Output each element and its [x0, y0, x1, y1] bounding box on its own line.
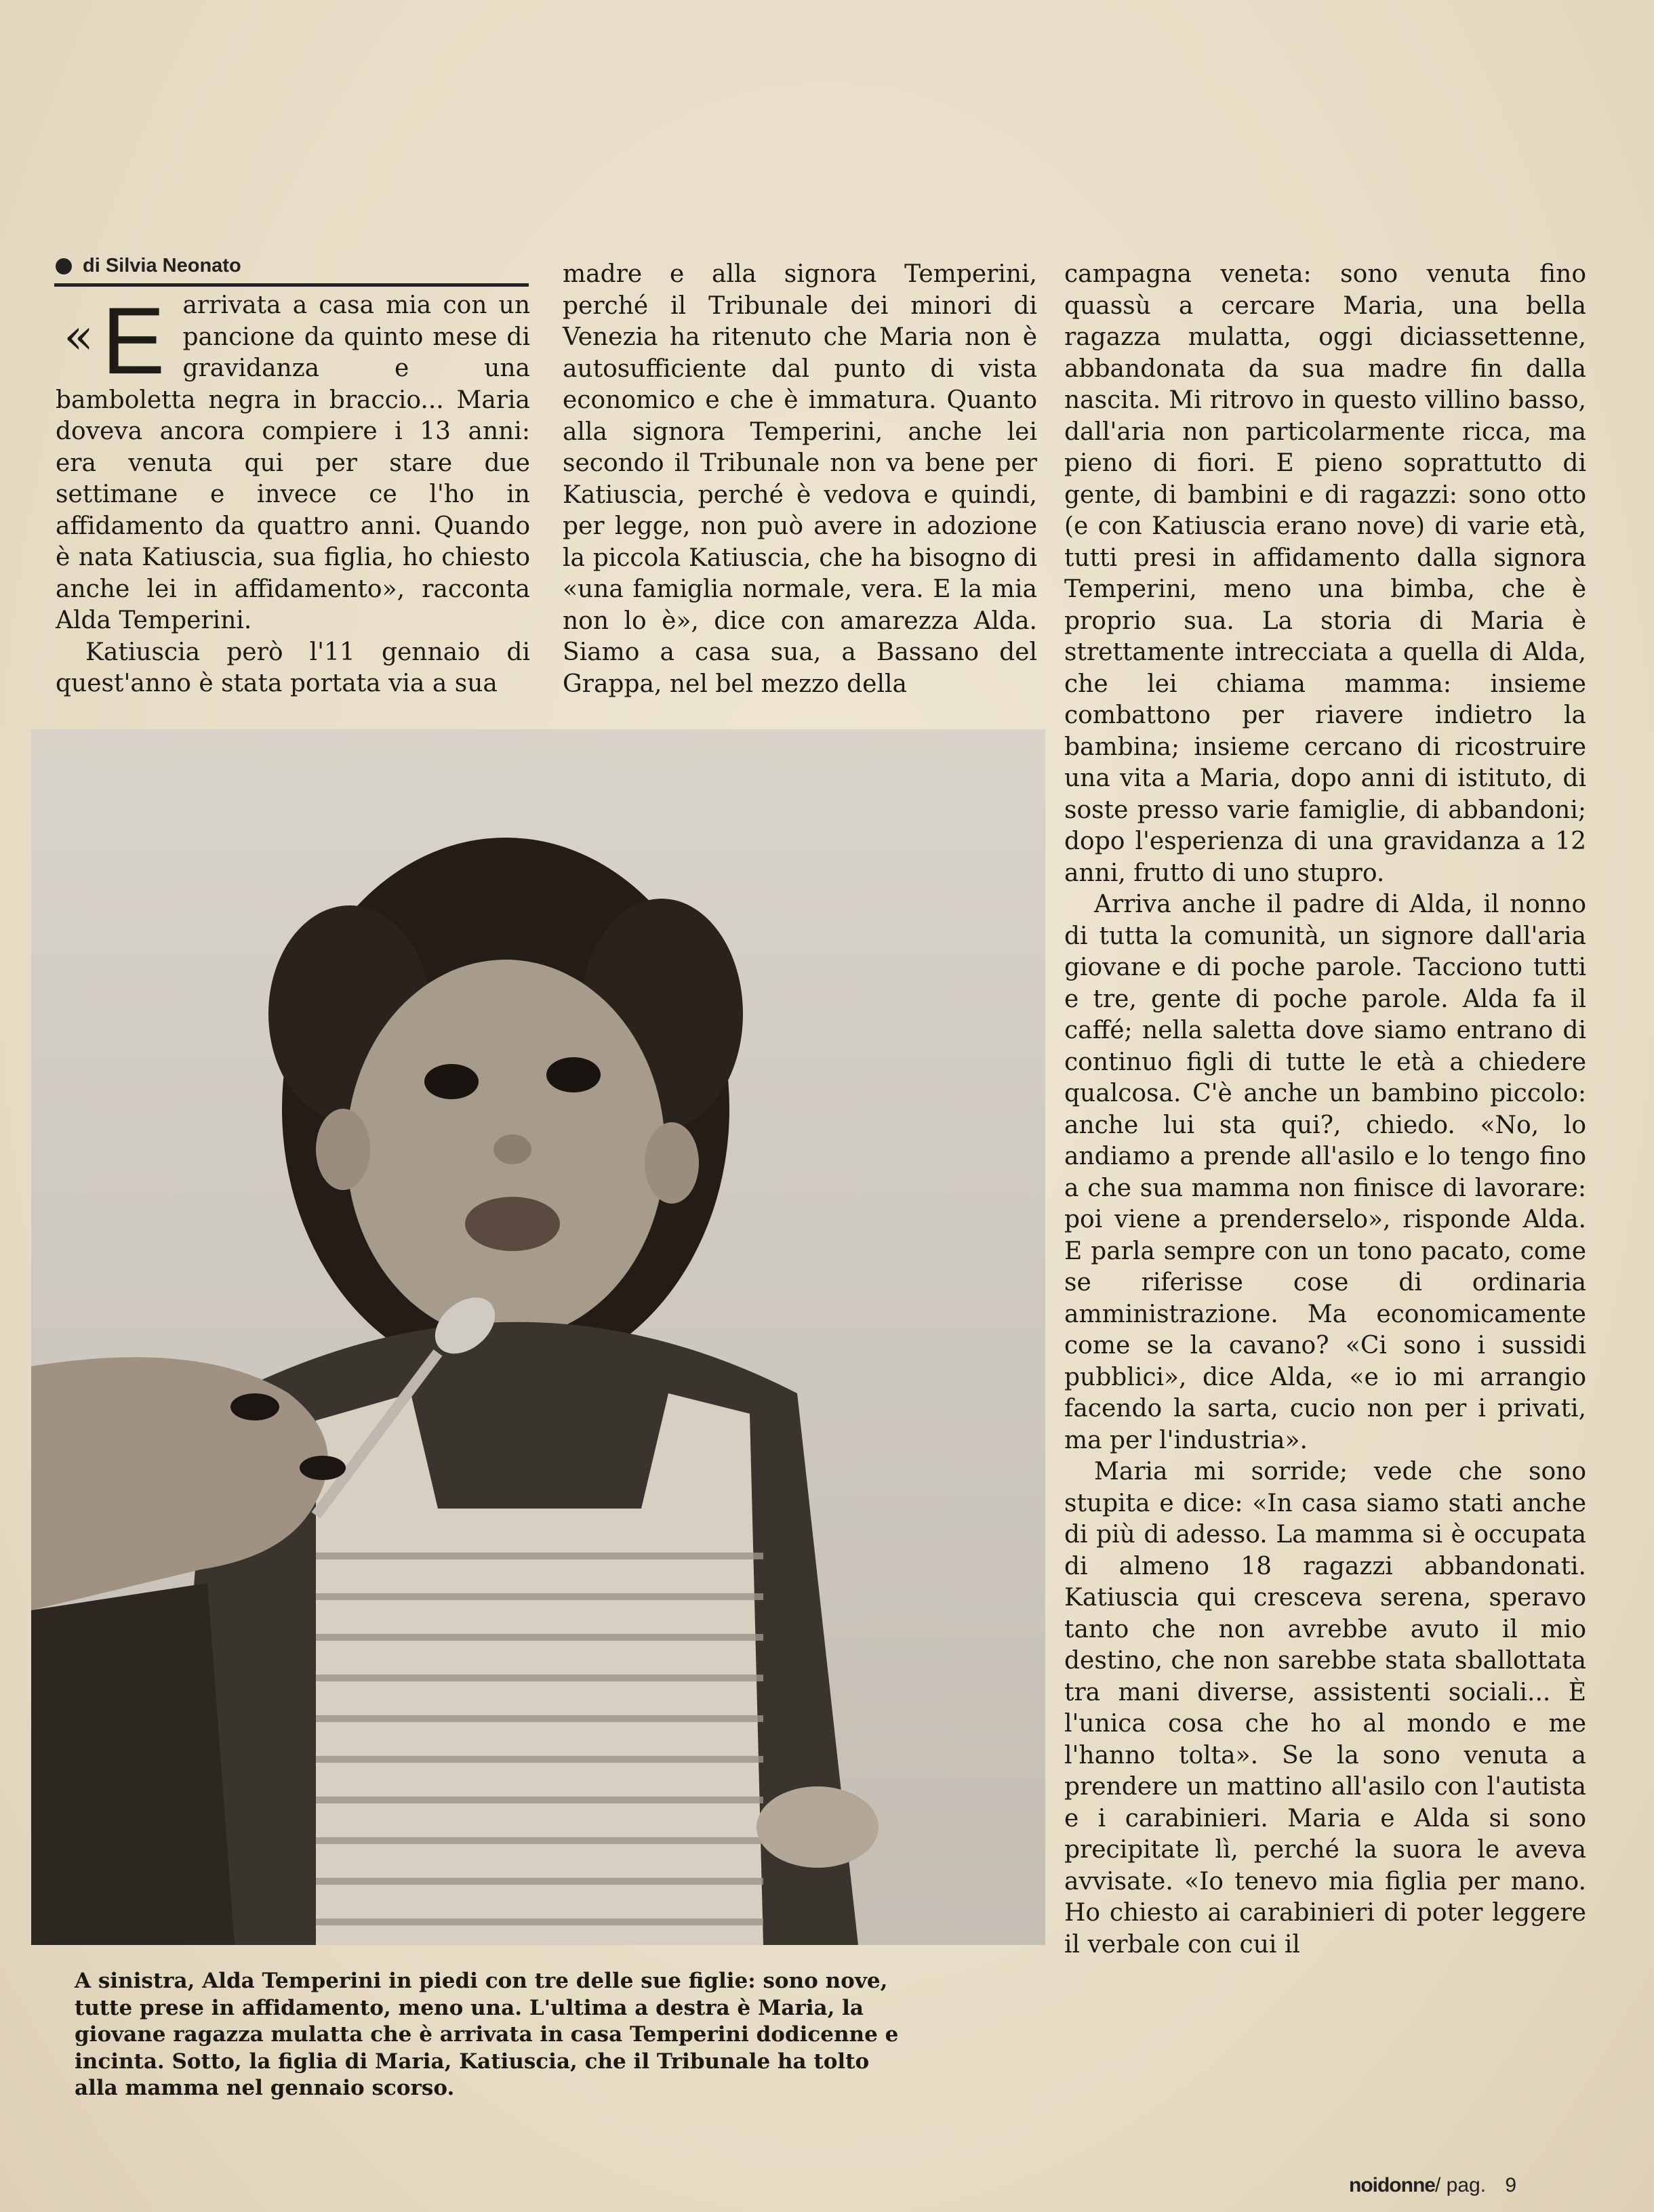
bullet-icon: [56, 258, 72, 274]
paragraph-2: Katiuscia però l'11 gennaio di quest'anno è stata portata via a sua: [56, 638, 530, 697]
opening-quote: «: [64, 308, 94, 365]
article-column-2: [563, 259, 1037, 700]
photo-child-eating: [31, 729, 1045, 1945]
byline-text: di Silvia Neonato: [83, 255, 241, 276]
page-footer: [1349, 2174, 1516, 2197]
page-label: pag.: [1446, 2174, 1487, 2196]
photo-caption: A sinistra, Alda Temperini in piedi con tre delle sue figlie: sono nove, tutte prese in affidamento, meno una. L'ultima a destra è Maria, la giovane ragazza mulatta che è arrivata in casa Temperini dodicenne e incinta. Sotto, la figlia di Maria, Katiuscia, che il Tribunale ha tolto alla mamma nel gennaio scorso.: [75, 1969, 899, 2100]
footer-separator: /: [1434, 2174, 1441, 2196]
magazine-brand: noidonne: [1349, 2174, 1435, 2196]
column-2-text: madre e alla signora Temperini, perché il Tribunale dei minori di Venezia ha ritenuto che Maria non è autosufficiente dal punto di vista economico e che è immatura. Quanto alla signora Temperini, anche lei secondo il Tribunale non va bene per Katiuscia, perché è vedova e quindi, per legge, non può avere in adozione la piccola Katiuscia, che ha bisogno di «una famiglia normale, vera. E la mia non lo è», dice con amarezza Alda. Siamo a casa sua, a Bassano del Grappa, nel bel mezzo della: [563, 260, 1037, 698]
photo-illustration: [31, 729, 1045, 1945]
drop-cap-letter: E: [102, 287, 165, 394]
paragraph-1: [56, 287, 530, 637]
byline-rule: [54, 283, 529, 287]
page-number: 9: [1505, 2174, 1517, 2196]
paragraph-1-text: arrivata a casa mia con un pancione da quinto mese di gravidanza e una bamboletta negra in braccio... Maria doveva ancora compiere i 13 anni: era venuta qui per stare due settimane e invece ce l'ho in affidamento da quattro anni. Quando è nata Katiuscia, sua figlia, ho chiesto anche lei in affidamento», racconta Alda Temperini.: [56, 291, 530, 634]
column-3-paragraph-3: Maria mi sorride; vede che sono stupita e dice: «In casa siamo stati anche di più di adesso. La mamma si è occupata di almeno 18 ragazzi abbandonati. Katiuscia qui cresceva serena, speravo tanto che non avrebbe avuto il mio destino, che non sarebbe stata sballottata tra mani diverse, assistenti sociali... È l'unica cosa che ho al mondo e me l'hanno tolta». Se la sono venuta a prendere un mattino all'asilo con l'autista e i carabinieri. Maria e Alda si sono precipitate lì, perché la suora le aveva avvisate. «Io tenevo mia figlia per mano. Ho chiesto ai carabinieri di poter leggere il verbale con cui il: [1064, 1458, 1586, 1959]
article-column-1: [56, 287, 530, 700]
byline: [56, 255, 530, 277]
column-3-paragraph-1: campagna veneta: sono venuta fino quassù a cercare Maria, una bella ragazza mulatta, oggi diciassettenne, abbandonata da sua madre fin dalla nascita. Mi ritrovo in questo villino basso, dall'aria non particolarmente ricca, ma pieno di fiori. E pieno soprattutto di gente, di bambini e di ragazzi: sono otto (e con Katiuscia erano nove) di varie età, tutti presi in affidamento dalla signora Temperini, meno una bimba, che è proprio sua. La storia di Maria è strettamente intrecciata a quella di Alda, che lei chiama mamma: insieme combattono per riavere indietro la bambina; insieme cercano di ricostruire una vita a Maria, dopo anni di istituto, di soste presso varie famiglie, di abbandoni; dopo l'esperienza di una gravidanza a 12 anni, frutto di uno stupro.: [1064, 260, 1586, 887]
drop-cap: [64, 287, 165, 394]
column-3-paragraph-2: Arriva anche il padre di Alda, il nonno di tutta la comunità, un signore dall'aria giovane e di poche parole. Tacciono tutti e tre, gente di poche parole. Alda fa il caffé; nella saletta dove siamo entrano di continuo figli di tutte le età a chiedere qualcosa. C'è anche un bambino piccolo: anche lui sta qui?, chiedo. «No, lo andiamo a prende all'asilo e lo tengo fino a che sua mamma non finisce di lavorare: poi viene a prenderselo», risponde Alda. E parla sempre con un tono pacato, come se riferisse cose di ordinaria amministrazione. Ma economicamente come se la cavano? «Ci sono i sussidi pubblici», dice Alda, «e io mi arrangio facendo la sarta, cucio non per i privati, ma per l'industria».: [1064, 890, 1586, 1454]
article-column-3: [1064, 259, 1586, 1961]
